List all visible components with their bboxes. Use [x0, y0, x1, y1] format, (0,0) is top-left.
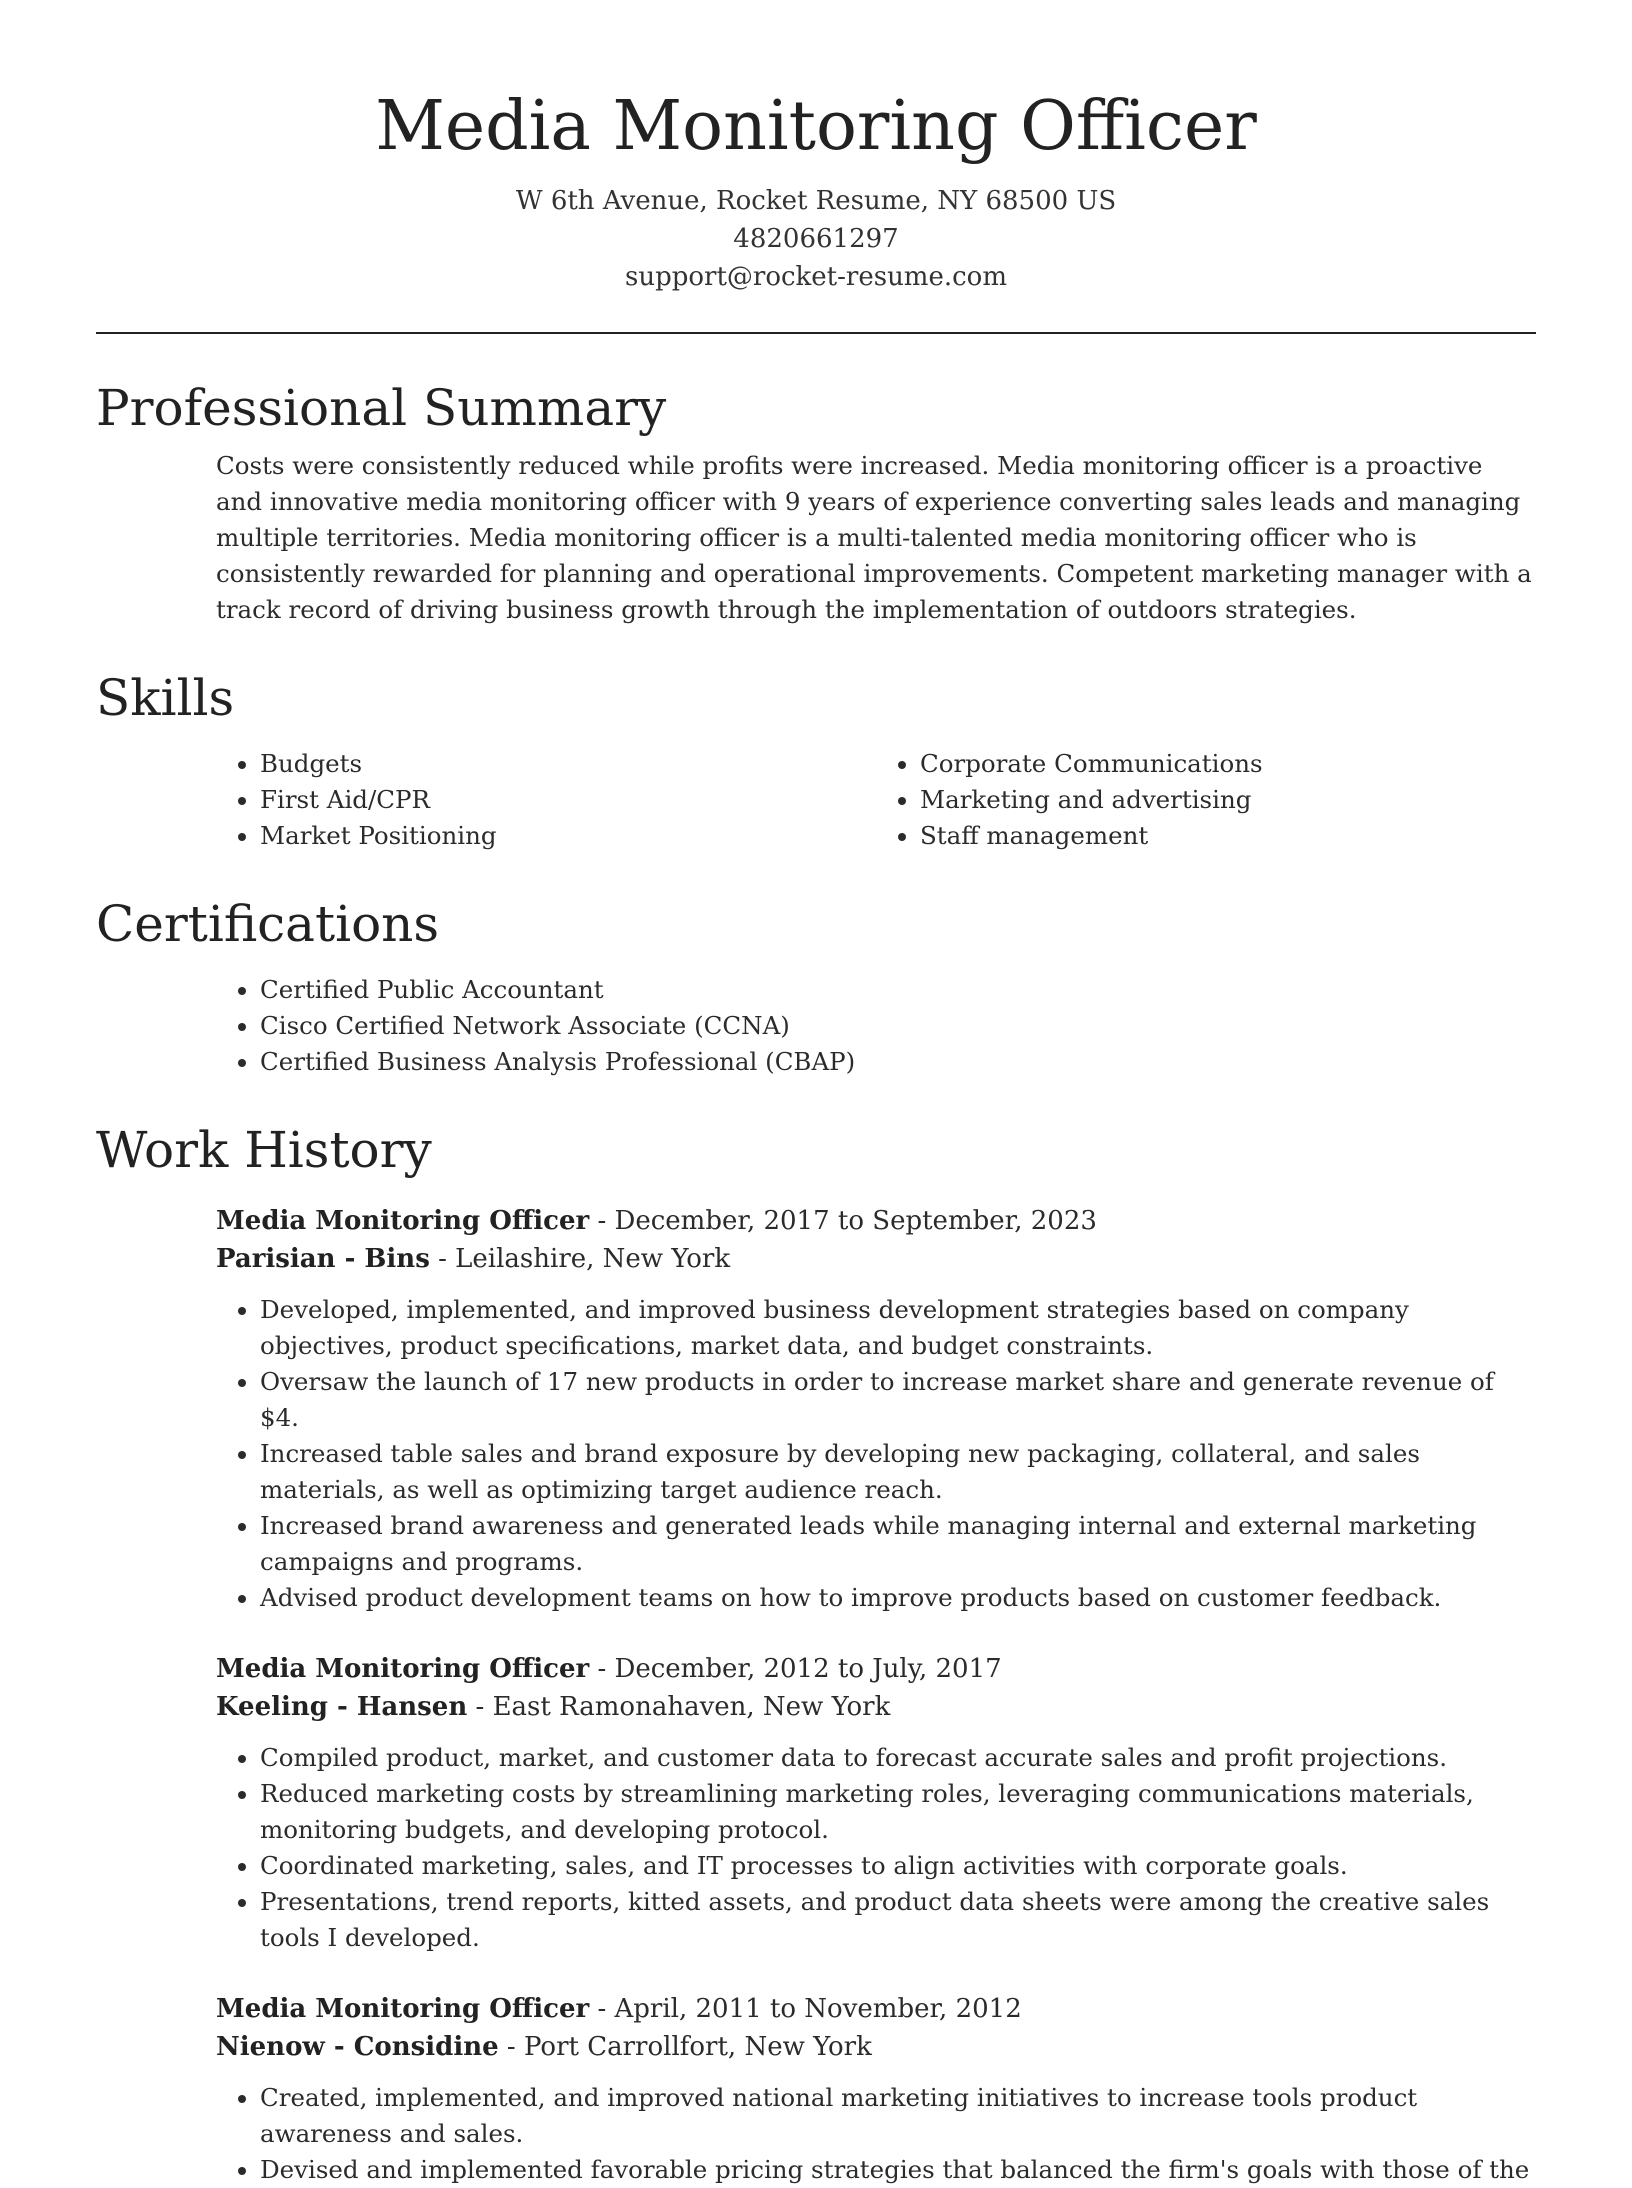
certifications-heading: Certifications [96, 895, 440, 953]
job-title: Media Monitoring Officer [216, 1994, 590, 2024]
work-history-heading: Work History [96, 1121, 432, 1179]
certification-item: • Cisco Certified Network Associate (CCNA) [260, 1008, 1536, 1044]
job-company-line [216, 1688, 1536, 1726]
job-title: Media Monitoring Officer [216, 1206, 590, 1236]
skills-list [216, 746, 1536, 854]
job-location: - Port Carrollfort, New York [498, 2032, 872, 2062]
candidate-name: Media Monitoring Officer [375, 87, 1257, 166]
jobs-list [216, 1202, 1536, 2188]
summary-text: Costs were consistently reduced while profits were increased. Media monitoring officer is a proactive and innovative media monitoring officer with 9 years of experience converting sales leads and managing multiple territories. Media monitoring officer is a multi-talented media monitoring officer who is consistently rewarded for planning and operational improvements. Competent marketing manager with a track record of driving business growth through the implementation of outdoors strategies. [216, 451, 1532, 624]
job-title-line [216, 1202, 1536, 1240]
job-duties [216, 1740, 1536, 1956]
duty-item: • Advised product development teams on how to improve products based on customer feedback. [260, 1580, 1536, 1616]
job-company: Nienow - Considine [216, 2032, 499, 2062]
job-dates: - December, 2012 to July, 2017 [589, 1654, 1002, 1684]
certifications-section [96, 894, 1536, 1080]
skills-section [96, 668, 1536, 854]
job-title: Media Monitoring Officer [216, 1654, 590, 1684]
duty-item: • Reduced marketing costs by streamlining marketing roles, leveraging communications materials, monitoring budgets, and developing protocol. [260, 1776, 1536, 1848]
duty-item: • Coordinated marketing, sales, and IT processes to align activities with corporate goals. [260, 1848, 1536, 1884]
resume-page [96, 0, 1536, 2188]
job-title-line [216, 1990, 1536, 2028]
job-dates: - April, 2011 to November, 2012 [589, 1994, 1022, 2024]
duty-item: • Devised and implemented favorable pricing strategies that balanced the firm's goals with those of the [260, 2152, 1536, 2188]
certification-item: • Certified Business Analysis Professional (CBAP) [260, 1044, 1536, 1080]
job-entry [216, 1990, 1536, 2188]
job-entry [216, 1650, 1536, 1956]
duty-item: • Developed, implemented, and improved business development strategies based on company objectives, product specifications, market data, and budget constraints. [260, 1292, 1536, 1364]
skill-item: • First Aid/CPR [260, 782, 876, 818]
email: support@rocket-resume.com [624, 262, 1007, 292]
job-company: Parisian - Bins [216, 1244, 430, 1274]
skills-heading: Skills [96, 669, 235, 727]
duty-item: • Compiled product, market, and customer data to forecast accurate sales and profit projections. [260, 1740, 1536, 1776]
job-location: - East Ramonahaven, New York [467, 1692, 891, 1722]
duty-item: • Presentations, trend reports, kitted assets, and product data sheets were among the creative sales tools I developed. [260, 1884, 1536, 1956]
summary-heading: Professional Summary [96, 379, 667, 437]
job-company: Keeling - Hansen [216, 1692, 468, 1722]
duty-item: • Increased brand awareness and generated leads while managing internal and external marketing campaigns and programs. [260, 1508, 1536, 1580]
resume-header [96, 0, 1536, 296]
job-dates: - December, 2017 to September, 2023 [589, 1206, 1097, 1236]
header-divider [96, 332, 1536, 334]
skill-item: • Marketing and advertising [920, 782, 1536, 818]
duty-item: • Oversaw the launch of 17 new products in order to increase market share and generate revenue of $4. [260, 1364, 1536, 1436]
professional-summary-section [96, 378, 1536, 628]
job-company-line [216, 1240, 1536, 1278]
job-entry [216, 1202, 1536, 1616]
job-company-line [216, 2028, 1536, 2066]
skills-column-left [216, 746, 876, 854]
job-title-line [216, 1650, 1536, 1688]
phone: 4820661297 [733, 224, 899, 254]
job-duties [216, 1292, 1536, 1616]
work-history-section [96, 1120, 1536, 2188]
skills-column-right [876, 746, 1536, 854]
job-duties [216, 2080, 1536, 2188]
address: W 6th Avenue, Rocket Resume, NY 68500 US [515, 186, 1117, 216]
duty-item: • Increased table sales and brand exposure by developing new packaging, collateral, and sales materials, as well as optimizing target audience reach. [260, 1436, 1536, 1508]
skill-item: • Market Positioning [260, 818, 876, 854]
job-location: - Leilashire, New York [429, 1244, 731, 1274]
skill-item: • Staff management [920, 818, 1536, 854]
skill-item: • Budgets [260, 746, 876, 782]
certifications-list [216, 972, 1536, 1080]
certification-item: • Certified Public Accountant [260, 972, 1536, 1008]
skill-item: • Corporate Communications [920, 746, 1536, 782]
contact-info [96, 182, 1536, 296]
duty-item: • Created, implemented, and improved national marketing initiatives to increase tools product awareness and sales. [260, 2080, 1536, 2152]
